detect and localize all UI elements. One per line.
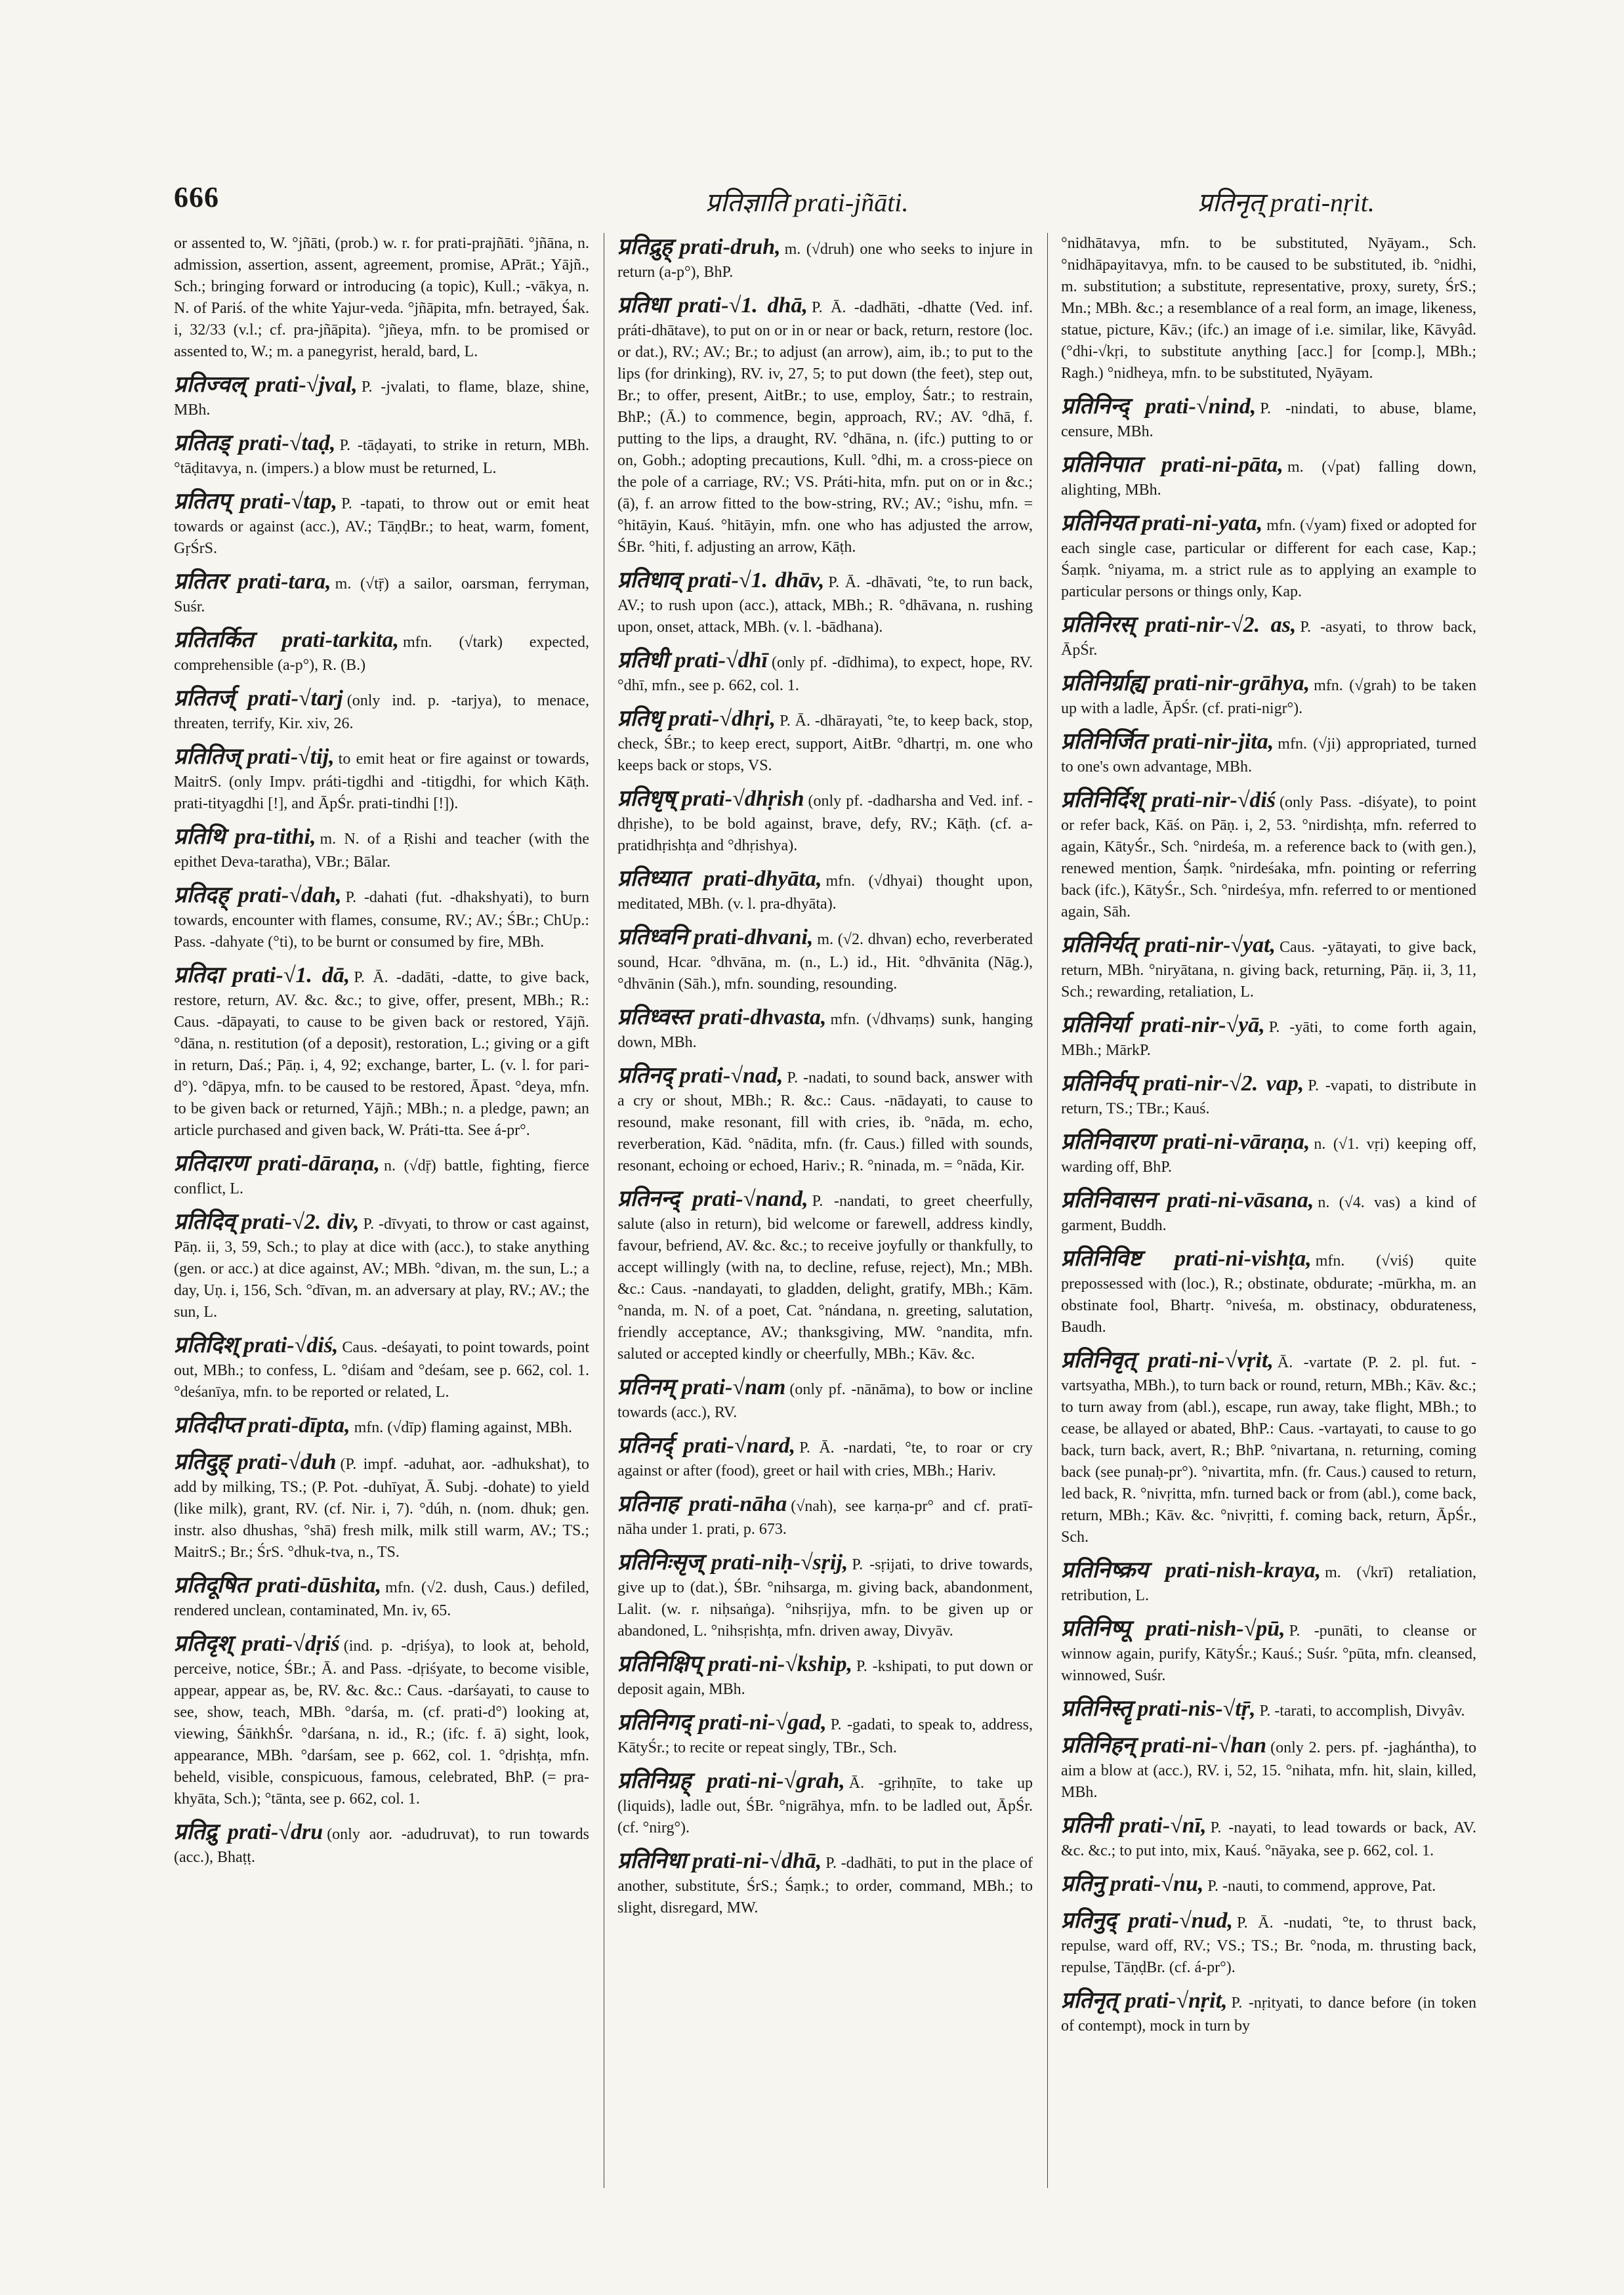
entry-headword: प्रतिदिश् prati-√diś, [174,1333,339,1357]
dictionary-entry [174,823,589,873]
entry-definition: (only ind. p. -tarjya), to menace, threaten, terrify, Kir. xiv, 26. [174,692,589,732]
dictionary-entry [617,1003,1033,1054]
running-head-left: प्रतिज्ञाति prati-jñāti. [705,188,909,217]
dictionary-entry [1061,1811,1476,1862]
dictionary-entry [174,961,589,1142]
dictionary-entry [174,429,589,480]
entry-definition: P. -nṛityati, to dance before (in token of contempt), mock in turn by [1061,1995,1476,2035]
entry-definition: (only 2. pers. pf. -jaghántha), to aim a blow at (acc.), RV. i, 52, 15. °nihata, mfn. hit, slain, killed, MBh. [1061,1739,1476,1801]
text-columns [174,233,1476,2188]
page-number: 666 [174,181,219,213]
entry-headword: प्रतिनिविष्ट prati-ni-vishṭa, [1061,1247,1312,1271]
dictionary-entry [617,566,1033,638]
entry-definition: m. (√tṝ) a sailor, oarsman, ferryman, Suśr. [174,575,589,615]
entry-definition: Caus. -deśayati, to point towards, point out, MBh.; to confess, L. °diśam and °deśam, see p. 662, col. 1. °deśanīya, mfn. to be reported or related, L. [174,1339,589,1401]
dictionary-entry [174,1448,589,1563]
dictionary-entry [1061,1695,1476,1724]
dictionary-entry [174,1571,589,1622]
entry-definition: (ind. p. -dṛiśya), to look at, behold, perceive, notice, ŚBr.; Ā. and Pass. -dṛiśyate, to become visible, appear, appear as, be, RV. &c. &c.: Caus. -darśayati, to cause to see, show, teach, MBh. °darśa, m. (cf. prati-d°) looking at, viewing, ŚāṅkhŚr. °darśana, n. id., R.; (ifc. f. ā) sight, look, appearance, MBh. °darśam, see p. 662, col. 1. °dṛishṭa, mfn. beheld, visible, conspicuous, famous, celebrated, BhP. (= pra-khyāta, Sch.); °tānta, see p. 662, col. 1. [174,1638,589,1808]
entry-definition: P. Ā. -dadhāti, -dhatte (Ved. inf. práti-dhātave), to put on or in or near or back, return, restore (loc. or dat.), RV.; AV.; Br.; to adjust (an arrow), aim, ib.; to put to the lips (for drinking), RV. iv, 27, 5; to put down (the feet), step out, Br.; to offer, present, AitBr.; to use, employ, Śatr.; to restrain, BhP.; (Ā.) to commence, begin, approach, RV.; AV. °dhā, f. putting to the lips, a draught, RV. °dhāna, n. (ifc.) putting to or on, Gobh.; adopting precautions, Kull. °dhi, m. a cross-piece on the pole of a carriage, RV.; VS. Práti-hita, mfn. put on or in &c.; (ā), f. an arrow fitted to the bow-string, RV.; AV.; °ishu, mfn. = °hitāyin, Kauś. °hitāyin, mfn. one who has adjusted the arrow, ŚBr. °hiti, f. adjusting an arrow, Kāṭh. [617,299,1033,556]
entry-headword: प्रतिधाव् prati-√1. dhāv, [617,568,825,592]
dictionary-entry [617,233,1033,283]
entry-definition: Caus. -yātayati, to give back, return, MBh. °niryātana, n. giving back, returning, Pāṇ. ii, 3, 11, Sch.; rewarding, retaliation, L. [1061,939,1476,1001]
entry-definition: P. -kshipati, to put down or deposit again, MBh. [617,1658,1033,1698]
entry-definition: P. -nadati, to sound back, answer with a cry or shout, MBh.; R. &c.: Caus. -nādayati, to cause to resound, make resonant, fill with cries, ib. °nāda, m. echo, reverberation, Kād. °nādita, mfn. (fr. Caus.) filled with sounds, resonant, echoing or echoed, Hariv.; R. °ninada, m. = °nāda, Kir. [617,1069,1033,1174]
entry-headword: प्रतिनिग्रह् prati-ni-√grah, [617,1769,845,1793]
entry-headword: प्रतितिज् prati-√tij, [174,745,335,769]
entry-definition: (only Pass. -diśyate), to point or refer back, Kāś. on Pāṇ. i, 2, 53. °nirdishṭa, mfn. referred to again, KātyŚr., Sch. °nirdeśa, m. a reference back to (with gen.), renewed mention, Śaṃk. °nirdeśaka, mfn. pointing or referring back (ifc.), KātyŚr., Sch. °nirdeśya, mfn. referred to or mentioned again, Sāh. [1061,794,1476,920]
entry-definition: P. -dīvyati, to throw or cast against, Pāṇ. ii, 3, 59, Sch.; to play at dice with (acc.), to stake anything (gen. or acc.) at dice against, AV.; MBh. °divan, m. the sun, L.; a day, Uṇ. i, 156, Sch. °dīvan, m. an adversary at play, RV.; AV.; the sun, L. [174,1216,589,1321]
entry-headword: प्रतिनिवृत् prati-ni-√vṛit, [1061,1348,1274,1373]
entry-definition: P. -nayati, to lead towards or back, AV. &c. &c.; to put into, mix, Kauś. °nāyaka, see p. 662, col. 1. [1061,1819,1476,1859]
dictionary-entry [174,487,589,560]
dictionary-entry [1061,1186,1476,1237]
entry-definition: P. -sṛijati, to drive towards, give up to (dat.), ŚBr. °nihsarga, m. giving back, abandonment, Lalit. (w. r. niḥsaṅga). °nihsṛijya, mfn. to be given up or abandoned, L. °nihsṛishṭa, mfn. driven away, Divyāv. [617,1556,1033,1640]
entry-definition: mfn. (√dīp) flaming against, MBh. [354,1419,573,1436]
dictionary-entry [617,1847,1033,1919]
entry-definition: or assented to, W. °jñāti, (prob.) w. r. for prati-prajñāti. °jñāna, n. admission, assertion, assent, agreement, promise, APrāt.; Yājñ., Sch.; bringing forward or introducing (a topic), Kull.; -vākya, n. N. of Pariś. of the white Yajur-veda. °jñāpita, mfn. betrayed, Śak. i, 32/33 (v.l.; cf. pra-jñāpita). °jñeya, mfn. to be promised or assented to, W.; m. a panegyrist, herald, bard, L. [174,235,589,360]
entry-definition: Ā. -gṛihṇīte, to take up (liquids), ladle out, ŚBr. °nigrāhya, mfn. to be ladled out, ĀpŚr. (cf. °nirg°). [617,1775,1033,1836]
column-3 [1047,233,1476,2188]
column-1 [174,233,589,2188]
entry-headword: प्रतिनाह prati-nāha [617,1492,787,1516]
dictionary-entry [174,1630,589,1810]
entry-headword: प्रतिनिस्तॄ prati-nis-√tṝ, [1061,1697,1256,1721]
entry-headword: प्रतिनर्द् prati-√nard, [617,1434,796,1458]
dictionary-entry [174,684,589,735]
entry-headword: प्रतिदृश् prati-√dṛiś [174,1632,340,1656]
dictionary-entry [1061,1346,1476,1548]
dictionary-entry [1061,1615,1476,1687]
running-head-right: प्रतिनृत् prati-nṛit. [1197,188,1375,217]
entry-headword: प्रतिनिर्यत् prati-nir-√yat, [1061,933,1276,957]
dictionary-entry [1061,1128,1476,1178]
dictionary-page [174,180,1476,2188]
dictionary-entry [1061,611,1476,661]
entry-definition: (only aor. -adudruvat), to run towards (acc.), Bhaṭṭ. [174,1826,589,1866]
entry-headword: प्रतिनिवारण prati-ni-vāraṇa, [1061,1130,1310,1154]
dictionary-entry [617,1432,1033,1482]
entry-headword: प्रतिथि pra-tithi, [174,825,316,849]
entry-headword: प्रतिद्रुह् prati-druh, [617,235,781,259]
dictionary-entry [174,1149,589,1200]
entry-definition: mfn. (√dhvaṃs) sunk, hanging down, MBh. [617,1011,1033,1051]
dictionary-entry [1061,931,1476,1003]
entry-definition: mfn. (√viś) quite prepossessed with (loc.), R.; obstinate, obdurate; -mūrkha, m. an obstinate fool, Bhartṛ. °niveśa, m. obstinacy, obdurateness, Baudh. [1061,1252,1476,1336]
entry-definition: mfn. (√dhyai) thought upon, meditated, MBh. (v. l. pra-dhyāta). [617,873,1033,913]
entry-headword: प्रतिनिष्पू prati-nish-√pū, [1061,1617,1285,1641]
dictionary-entry [617,785,1033,857]
entry-definition: mfn. (√yam) fixed or adopted for each single case, particular or different for each case, Kap.; Śaṃk. °niyama, m. a strict rule as to applying an example to particular persons or things only, Kap. [1061,517,1476,600]
entry-headword: प्रतितर्ज् prati-√tarj [174,686,343,711]
entry-definition: (only pf. -dīdhima), to expect, hope, RV. °dhī, mfn., see p. 662, col. 1. [617,654,1033,694]
entry-headword: प्रतिदीप्त prati-dīpta, [174,1413,350,1437]
entry-definition: P. Ā. -dadāti, -datte, to give back, restore, return, AV. &c. &c.; to give, offer, present, MBh.; R.: Caus. -dāpayati, to cause to be given back or restored, Yājñ. °dāna, n. restitution (of a deposit), restoration, L.; giving or a gift in return, Daś.; Pāṇ. i, 4, 92; exchange, barter, L. (v. l. for pari-d°). °dāpya, mfn. to be caused to be restored, Āpast. °deya, mfn. to be given back or returned, Yājñ.; MBh.; n. a pledge, pawn; an article purchased and given back, W. Práti-tta. See á-pr°. [174,969,589,1139]
entry-definition: mfn. (√2. dush, Caus.) defiled, rendered unclean, contaminated, Mn. iv, 65. [174,1579,589,1619]
entry-definition: P. -dadhāti, to put in the place of another, substitute, ŚrS.; Śaṃk.; to order, command, MBh.; to slight, disregard, MW. [617,1855,1033,1916]
entry-headword: प्रतिनन्द् prati-√nand, [617,1187,808,1211]
entry-headword: प्रतितर्कित prati-tarkita, [174,628,400,652]
entry-definition: (only pf. -nānāma), to bow or incline towards (acc.), RV. [617,1381,1033,1421]
entry-headword: प्रतिध्वनि prati-dhvani, [617,925,814,949]
dictionary-entry [1061,1011,1476,1062]
dictionary-entry [174,371,589,421]
page-header [174,180,1476,220]
entry-headword: प्रतिदूषित prati-dūshita, [174,1573,382,1598]
entry-headword: प्रतिनिरस् prati-nir-√2. as, [1061,613,1297,637]
entry-definition: P. -yāti, to come forth again, MBh.; MārkP. [1061,1019,1476,1059]
dictionary-entry [174,1411,589,1440]
entry-headword: प्रतिनृत् prati-√nṛit, [1061,1989,1228,2013]
dictionary-entry [1061,669,1476,720]
dictionary-entry [617,1062,1033,1177]
dictionary-entry [1061,1731,1476,1804]
entry-definition: mfn. (√ji) appropriated, turned to one's own advantage, MBh. [1061,735,1476,775]
entry-definition: P. -tarati, to accomplish, Divyâv. [1259,1703,1465,1720]
entry-headword: प्रतिनिर्जित prati-nir-jita, [1061,730,1274,754]
dictionary-entry [174,1208,589,1323]
entry-headword: प्रतिनियत prati-ni-yata, [1061,511,1263,535]
dictionary-entry [617,646,1033,697]
entry-definition: P. -nauti, to commend, approve, Pat. [1207,1878,1436,1895]
entry-definition: n. (√1. vṛi) keeping off, warding off, BhP. [1061,1136,1476,1176]
entry-definition: (only pf. -dadharsha and Ved. inf. -dhṛishe), to be bold against, brave, defy, RV.; Kāṭh. (cf. a-pratidhṛishṭa and °dhṛishya). [617,793,1033,854]
dictionary-entry [1061,728,1476,778]
entry-definition: P. Ā. -nardati, °te, to roar or cry against or after (food), greet or hail with cries, MBh.; Hariv. [617,1439,1033,1479]
entry-headword: प्रतिधृ prati-√dhṛi, [617,707,776,731]
entry-definition: n. (√dṝ) battle, fighting, fierce conflict, L. [174,1157,589,1197]
entry-definition: P. -tāḍayati, to strike in return, MBh. °tāḍitavya, n. (impers.) a blow must be returned, L. [174,437,589,477]
dictionary-entry [174,568,589,618]
entry-definition: mfn. (√tark) expected, comprehensible (a-p°), R. (B.) [174,634,589,674]
entry-headword: प्रतिदारण prati-dāraṇa, [174,1151,380,1176]
dictionary-entry [617,865,1033,915]
dictionary-entry [617,705,1033,777]
entry-headword: प्रतिनुद् prati-√nud, [1061,1909,1233,1933]
dictionary-entry [617,1548,1033,1642]
dictionary-entry [1061,1907,1476,1979]
dictionary-entry [1061,451,1476,501]
entry-definition: P. -jvalati, to flame, blaze, shine, MBh. [174,379,589,419]
entry-headword: प्रतिदह् prati-√dah, [174,883,342,907]
entry-headword: प्रतितप् prati-√tap, [174,489,338,514]
entry-definition: P. -nandati, to greet cheerfully, salute (also in return), bid welcome or farewell, address kindly, favour, befriend, AV. &c. &c.; to receive joyfully or thankfully, to accept willingly (with na, to decline, refuse, reject), Mn.; MBh. &c.: Caus. -nandayati, to gladden, delight, gratify, MBh.; Kām. °nanda, m. N. of a poet, Cat. °nándana, n. greeting, salutation, friendly acceptance, AV.; thanksgiving, MW. °nandita, mfn. saluted or accepted kindly or cheerfully, MBh.; Kāv. &c. [617,1193,1033,1363]
entry-definition: P. -tapati, to throw out or emit heat towards or against (acc.), AV.; TāṇḍBr.; to heat, warm, foment, GṛŚrS. [174,495,589,557]
entry-definition: P. -asyati, to throw back, ĀpŚr. [1061,619,1476,659]
entry-headword: प्रतिनिधा prati-ni-√dhā, [617,1849,822,1873]
entry-definition: to emit heat or fire against or towards, MaitrS. (only Impv. práti-tigdhi and -titigdhi, for which Kāṭh. prati-tityagdhi [!], and ĀpŚr. prati-tindhi [!]). [174,751,589,812]
entry-headword: प्रतिधृष् prati-√dhṛish [617,787,804,811]
entry-headword: प्रतिनिःसृज् prati-niḥ-√sṛij, [617,1550,848,1575]
entry-definition: m. (√krī) retaliation, retribution, L. [1061,1564,1476,1604]
entry-headword: प्रतिनिर्वप् prati-nir-√2. vap, [1061,1071,1304,1096]
entry-definition: m. (√pat) falling down, alighting, MBh. [1061,459,1476,499]
dictionary-entry [174,1331,589,1403]
entry-headword: प्रतिनद् prati-√nad, [617,1064,783,1088]
entry-definition: (P. impf. -aduhat, aor. -adhukshat), to add by milking, TS.; (P. Pot. -duhīyat, Ā. Subj. -dohate) to yield (like milk), grant, RV. (cf. Nir. i, 7). °dúh, n. (nom. dhuk; gen. instr. also dhushas, °shā) fresh milk, milk still warm, AV.; TS.; MaitrS.; Br.; ŚrS. °dhuk-tva, n., TS. [174,1456,589,1561]
entry-definition: m. N. of a Ṛishi and teacher (with the epithet Deva-taratha), VBr.; Bālar. [174,831,589,871]
entry-definition: (√nah), see karṇa-pr° and cf. pratī-nāha under 1. prati, p. 673. [617,1498,1033,1538]
entry-headword: प्रतिदुह् prati-√duh [174,1450,337,1474]
dictionary-entry [617,1490,1033,1540]
dictionary-entry [174,743,589,815]
entry-headword: प्रतिनम् prati-√nam [617,1375,786,1399]
entry-headword: प्रतितड् prati-√taḍ, [174,431,336,455]
entry-headword: प्रतितर prati-tara, [174,569,331,594]
entry-definition: P. Ā. -dhārayati, °te, to keep back, stop, check, ŚBr.; to keep erect, support, AitBr. °dhartṛi, m. one who keeps back or stops, VS. [617,713,1033,774]
dictionary-entry [174,881,589,953]
entry-definition: m. (√druh) one who seeks to injure in return (a-p°), BhP. [617,241,1033,281]
dictionary-entry [617,1767,1033,1839]
column-2 [604,233,1033,2188]
entry-headword: प्रतिज्वल् prati-√jval, [174,373,358,397]
entry-headword: प्रतिदिव् prati-√2. div, [174,1210,360,1234]
entry-definition: P. Ā. -dhāvati, °te, to run back, AV.; to rush upon (acc.), attack, MBh.; R. °dhāvana, n. rushing upon, onset, attack, MBh. (v. l. -bādhana). [617,574,1033,636]
entry-headword: प्रतिनिर्या prati-nir-√yā, [1061,1013,1265,1037]
entry-headword: प्रतिनिर्दिश् prati-nir-√diś [1061,788,1276,812]
dictionary-entry [1061,1556,1476,1607]
dictionary-entry [1061,392,1476,443]
entry-definition: m. (√2. dhvan) echo, reverberated sound, Hcar. °dhvāna, m. (n., L.) id., Hit. °dhvānita (Nāg.), °dhvānin (Sāh.), mfn. sounding, resounding. [617,931,1033,993]
entry-definition: P. -punāti, to cleanse or winnow again, purify, KātyŚr.; Kauś.; Suśr. °pūta, mfn. cleansed, winnowed, Suśr. [1061,1623,1476,1684]
entry-headword: प्रतिनिवासन prati-ni-vāsana, [1061,1188,1314,1212]
entry-headword: प्रतिनिगद् prati-ni-√gad, [617,1710,827,1735]
entry-definition: mfn. (√grah) to be taken up with a ladle, ĀpŚr. (cf. prati-nigr°). [1061,677,1476,717]
entry-headword: प्रतिदा prati-√1. dā, [174,963,350,987]
entry-headword: प्रतिनिक्षिप् prati-ni-√kship, [617,1652,853,1676]
entry-definition: P. -dahati (fut. -dhakshyati), to burn towards, encounter with flames, consume, RV.; AV.; ŚBr.; ChUp.: Pass. -dahyate (°ti), to be burnt or consumed by fire, MBh. [174,889,589,951]
entry-definition: P. -gadati, to speak to, address, KātyŚr.; to recite or repeat singly, TBr., Sch. [617,1716,1033,1756]
dictionary-entry [1061,1870,1476,1899]
entry-headword: प्रतिद्रु prati-√dru [174,1820,323,1844]
entry-headword: प्रतिनिन्द् prati-√nind, [1061,394,1257,419]
entry-headword: प्रतिनिष्क्रय prati-nish-kraya, [1061,1558,1322,1582]
entry-headword: प्रतिधी prati-√dhī [617,648,768,672]
dictionary-entry [1061,1987,1476,2037]
entry-definition: °nidhātavya, mfn. to be substituted, Nyāyam., Sch. °nidhāpayitavya, mfn. to be caused to be substituted, ib. °nidhi, m. substitution; a substitute, representative, proxy, surety, ŚrS.; Mn.; MBh. &c.; a resemblance of a real form, an image, likeness, statue, picture, Kāv.; (ifc.) an image of i.e. similar, like, Kāvyâd. (°dhi-√kṛi, to substitute anything [acc.] for [comp.], MBh.; Ragh.) °nidheya, mfn. to be substituted, Nyāyam. [1061,235,1476,382]
dictionary-entry [1061,1069,1476,1120]
dictionary-entry [174,233,589,363]
dictionary-entry [1061,509,1476,603]
dictionary-entry [617,1185,1033,1365]
entry-definition: P. -nindati, to abuse, blame, censure, MBh. [1061,400,1476,440]
entry-definition: n. (√4. vas) a kind of garment, Buddh. [1061,1194,1476,1234]
dictionary-entry [174,626,589,676]
dictionary-entry [617,291,1033,558]
dictionary-entry [617,923,1033,995]
dictionary-entry [617,1708,1033,1759]
dictionary-entry [617,1373,1033,1424]
entry-headword: प्रतिनिहन् prati-ni-√han [1061,1733,1267,1758]
dictionary-entry [1061,1245,1476,1338]
entry-headword: प्रतिनु prati-√nu, [1061,1872,1204,1896]
entry-headword: प्रतिनिपात prati-ni-pāta, [1061,453,1283,477]
entry-headword: प्रतिनी prati-√nī, [1061,1813,1207,1838]
dictionary-entry [617,1650,1033,1701]
dictionary-entry [174,1818,589,1869]
entry-definition: P. Ā. -nudati, °te, to thrust back, repulse, ward off, RV.; VS.; TS.; Br. °noda, m. thrusting back, repulse, TāṇḍBr. (cf. á-pr°). [1061,1914,1476,1976]
dictionary-entry [1061,786,1476,923]
dictionary-entry [1061,233,1476,384]
entry-definition: Ā. -vartate (P. 2. pl. fut. -vartsyatha, MBh.), to turn back or round, return, MBh.; Kāv. &c.; to turn away from (abl.), escape, run away, take flight, MBh.; to cease, be allayed or abated, BhP.: Caus. -vartayati, to cause to go back, turn back, avert, R.; BhP. °nivartana, n. returning, coming back (see punaḥ-pr°). °nivartita, mfn. (fr. Caus.) caused to return, led back, R. °nivṛitta, mfn. turned back or from (abl.), come back, return, MBh.; Kāv. &c. °nivṛitti, f. coming back, return, ĀpŚr., Sch. [1061,1354,1476,1546]
entry-headword: प्रतिध्वस्त prati-dhvasta, [617,1005,827,1029]
entry-definition: P. -vapati, to distribute in return, TS.; TBr.; Kauś. [1061,1077,1476,1117]
entry-headword: प्रतिधा prati-√1. dhā, [617,293,808,318]
entry-headword: प्रतिनिर्ग्राह्य prati-nir-grāhya, [1061,671,1310,695]
entry-headword: प्रतिध्यात prati-dhyāta, [617,867,822,891]
